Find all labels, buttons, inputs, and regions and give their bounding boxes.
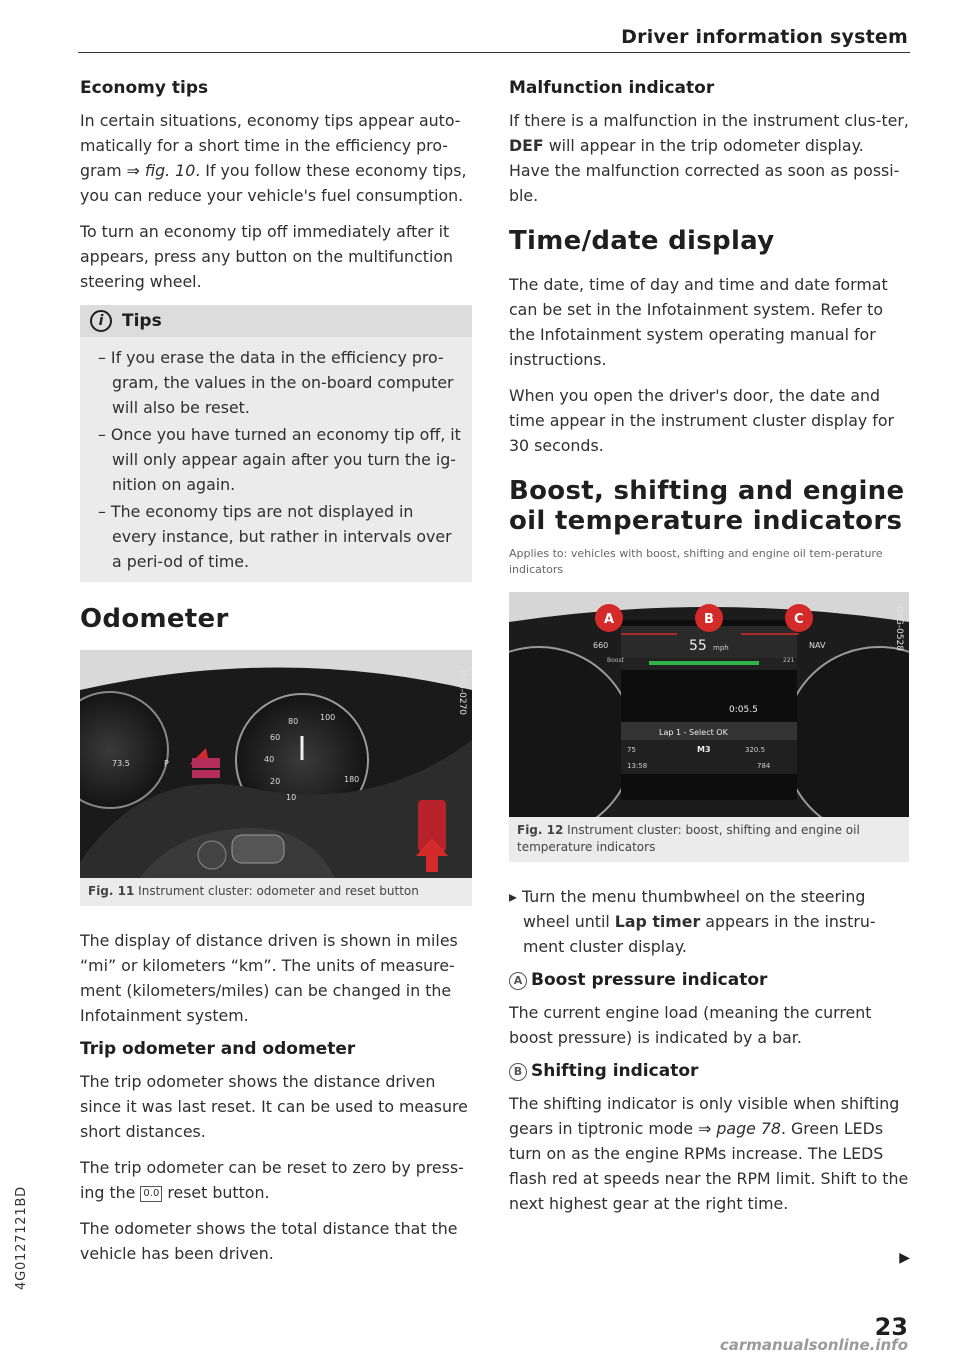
speed-label: 80 [288, 717, 299, 726]
speed-label: 180 [344, 775, 360, 784]
odometer-paragraph: The display of distance driven is shown in miles “mi” or kilometers “km”. The units of measure-ment (kilometers/miles) can be changed in the Infotainment system. [80, 931, 458, 1025]
screen-mode: M3 [697, 745, 711, 754]
trip-paragraph-2: The trip odometer can be reset to zero by press-ing the 0.0 reset button. [80, 1158, 464, 1202]
figure-12-caption: Fig. 12 Instrument cluster: boost, shifting and engine oil temperature indicators [509, 817, 909, 862]
page-number: 23 [874, 1313, 908, 1341]
screen-dist2: 784 [757, 762, 771, 770]
applies-to-note: Applies to: vehicles with boost, shifting and engine oil tem-perature indicators [509, 547, 883, 576]
trip-paragraph-1: The trip odometer shows the distance driven since it was last reset. It can be used to measure short distances. [80, 1072, 468, 1141]
speed-label: 10 [286, 793, 297, 802]
time-date-heading: Time/date display [509, 226, 775, 256]
def-label: DEF [509, 136, 544, 155]
screen-speed: 55 [689, 638, 707, 654]
screen-dist1: 320.5 [745, 746, 766, 754]
callout-c: C [794, 612, 804, 627]
info-icon: i [90, 310, 112, 332]
malfunction-heading: Malfunction indicator [509, 78, 715, 98]
screen-nav: NAV [809, 641, 826, 650]
boost-heading: Boost, shifting and engine oil temperature indicators [509, 476, 905, 536]
screen-lap: Lap 1 - Select OK [659, 728, 728, 737]
shifting-heading: B Shifting indicator [509, 1061, 909, 1081]
shifting-paragraph: The shifting indicator is only visible when shifting gears in tiptronic mode ⇒ page 78. Green LEDs turn on as the engine RPMs increase. The LEDS flash red at speeds near the RPM limit. Shift to the next highest gear at the right time. [509, 1094, 909, 1213]
figure-12-image [509, 592, 909, 817]
tips-item: – Once you have turned an economy tip off, it will only appear again after you turn the ig-nition on again. [98, 425, 461, 494]
callout-b: B [704, 612, 714, 627]
economy-tips-heading: Economy tips [80, 78, 209, 98]
tips-item: – If you erase the data in the efficiency pro-gram, the values in the on-board computer will also be reset. [98, 348, 454, 417]
screen-temp: 75 [627, 746, 636, 754]
trip-value: 73.5 [112, 759, 130, 768]
figure-11-image [80, 650, 472, 878]
tips-header [80, 305, 472, 337]
time-paragraph-1: The date, time of day and time and date format can be set in the Infotainment system. Refer to the Infotainment system operating manual for instructions. [509, 275, 888, 369]
speed-label: 20 [270, 777, 281, 786]
continue-arrow-icon: ▶ [899, 1250, 910, 1266]
odometer-heading: Odometer [80, 604, 229, 634]
tips-item: – The economy tips are not displayed in every instance, but rather in intervals over a peri-od of time. [98, 502, 452, 571]
figure-code: B4G-0528 [894, 606, 904, 652]
header-rule [78, 52, 910, 53]
trip-paragraph-3: The odometer shows the total distance that the vehicle has been driven. [80, 1219, 458, 1263]
document-code: 4G0127121BD [14, 1186, 29, 1290]
figure-11-caption: Fig. 11 Instrument cluster: odometer and reset button [80, 878, 472, 906]
gear-indicator: P [164, 759, 169, 768]
tips-label: Tips [122, 311, 162, 331]
trip-odometer-heading: Trip odometer and odometer [80, 1039, 356, 1059]
tips-list [80, 337, 472, 582]
screen-speed-unit: mph [713, 644, 729, 652]
instrument-cluster-odometer-illustration [80, 650, 472, 878]
speed-label: 40 [264, 755, 275, 764]
lap-timer-label: Lap timer [614, 912, 701, 931]
screen-odo: 660 [593, 641, 609, 650]
callout-b-icon: B [509, 1063, 527, 1081]
economy-paragraph-1: In certain situations, economy tips appear auto-matically for a short time in the efficiency pro-gram ⇒ fig. 10. If you follow these economy tips, you can reduce your vehicle's fuel consumption. [80, 111, 467, 205]
figure-code: B4G-0270 [457, 670, 467, 716]
speed-label: 100 [320, 713, 336, 722]
right-column [509, 74, 909, 1227]
instrument-cluster-boost-illustration [509, 592, 909, 817]
callout-a-icon: A [509, 972, 527, 990]
header-title: Driver information system [621, 26, 908, 48]
boost-pressure-paragraph: The current engine load (meaning the current boost pressure) is indicated by a bar. [509, 1003, 872, 1047]
economy-paragraph-2: To turn an economy tip off immediately after it appears, press any button on the multifunction steering wheel. [80, 222, 454, 291]
screen-timer: 0:05.5 [729, 705, 758, 715]
fig-10-reference[interactable]: ⇒ fig. 10 [126, 161, 196, 180]
time-paragraph-2: When you open the driver's door, the date and time appear in the instrument cluster display for 30 seconds. [509, 386, 894, 455]
lap-timer-instruction: ▸ Turn the menu thumbwheel on the steering wheel until Lap timer appears in the instru-ment cluster display. [509, 887, 876, 956]
screen-time: 13:58 [627, 762, 648, 770]
screen-boost: Boost [607, 657, 624, 664]
watermark: carmanualsonline.info [719, 1336, 908, 1354]
left-column [80, 74, 472, 1277]
boost-pressure-heading: A Boost pressure indicator [509, 970, 909, 990]
page-78-reference[interactable]: ⇒ page 78 [698, 1119, 781, 1138]
speed-label: 60 [270, 733, 281, 742]
reset-button-icon: 0.0 [140, 1186, 162, 1202]
tips-box [80, 305, 472, 582]
screen-oil: 221 [783, 657, 795, 664]
malfunction-paragraph: If there is a malfunction in the instrument clus-ter, DEF will appear in the trip odometer display. Have the malfunction corrected as soon as possi-ble. [509, 111, 909, 205]
callout-a: A [604, 612, 615, 627]
